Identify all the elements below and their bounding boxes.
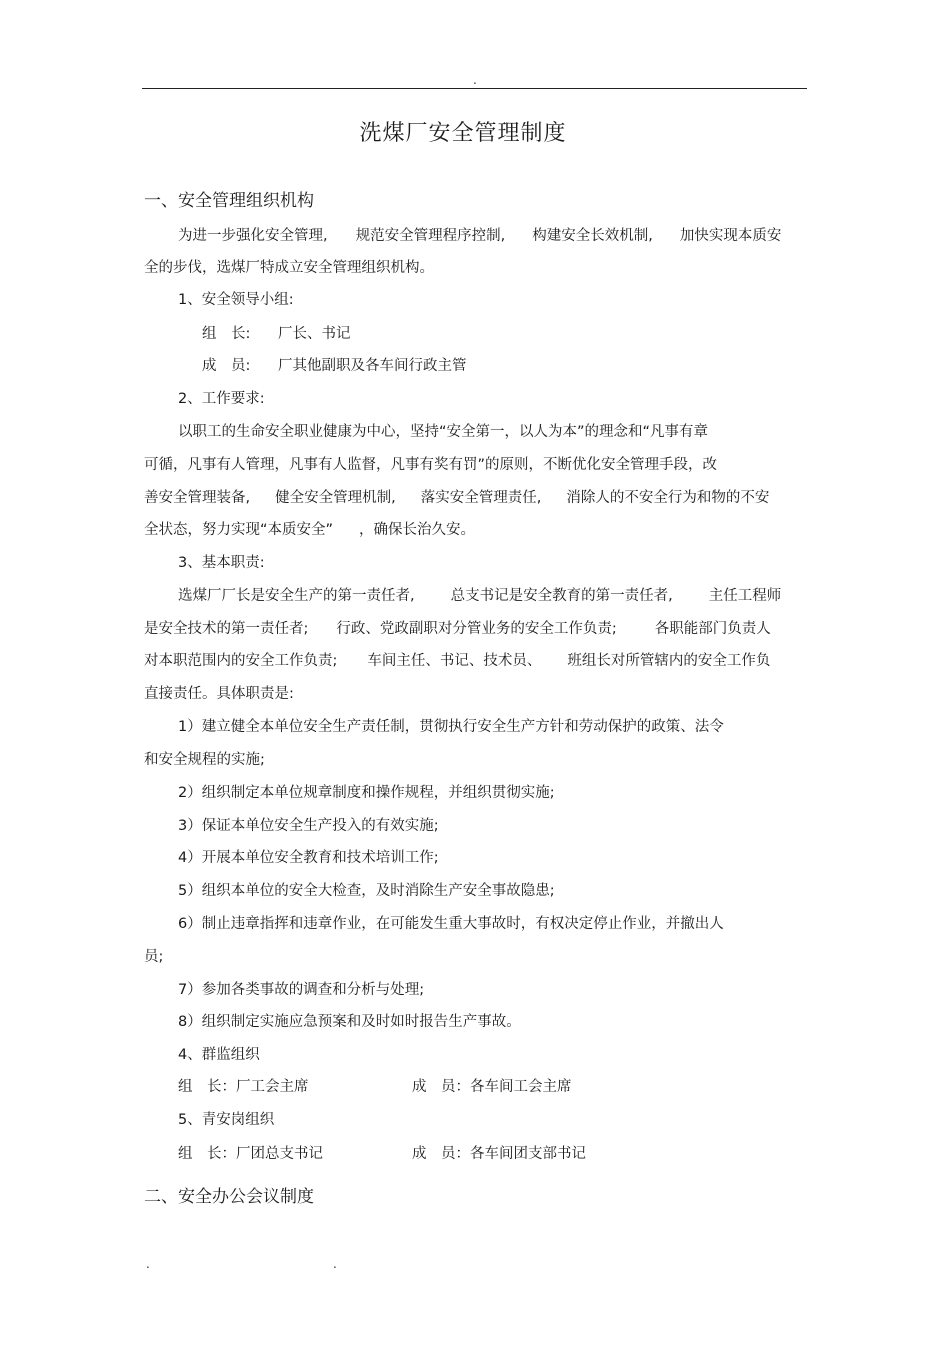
intro-seg: 构建安全长效机制, — [532, 228, 653, 244]
item2-line-3 — [144, 489, 769, 507]
item4-heading: 4、群监组织 — [178, 1047, 260, 1063]
footer-dot-left: . — [146, 1257, 150, 1271]
duty-1-line-2: 和安全规程的实施; — [144, 752, 265, 768]
intro-seg: 为进一步强化安全管理, — [178, 228, 328, 244]
item4-member: 成 员：各车间工会主席 — [412, 1079, 572, 1095]
item3-seg: 选煤厂厂长是安全生产的第一责任者, — [178, 588, 415, 604]
item2-line-1: 以职工的生命安全职业健康为中心，坚持“安全第一，以人为本”的理念和“凡事有章 — [178, 424, 709, 440]
item2-line-2: 可循，凡事有人管理，凡事有人监督，凡事有奖有罚”的原则，不断优化安全管理手段，改 — [144, 457, 718, 473]
item3-seg: 车间主任、书记、技术员、 — [367, 653, 542, 669]
item5-leader: 组 长：厂团总支书记 — [178, 1146, 323, 1162]
item3-line-2 — [144, 620, 771, 638]
item3-line-3 — [144, 652, 770, 670]
item2-heading: 2、工作要求: — [178, 391, 265, 407]
intro-seg: 加快实现本质安 — [679, 228, 782, 244]
item1-member-label: 成 员: — [202, 358, 251, 374]
item3-seg: 是安全技术的第一责任者; — [144, 621, 309, 637]
item3-seg: 行政、党政副职对分管业务的安全工作负责; — [336, 621, 617, 637]
item2-line-4 — [144, 521, 475, 539]
item3-line-1 — [178, 587, 781, 605]
section2-heading: 二、安全办公会议制度 — [144, 1187, 314, 1207]
item5-heading: 5、青安岗组织 — [178, 1112, 275, 1128]
item3-seg: 对本职范围内的安全工作负责; — [144, 653, 338, 669]
duty-6-line-2: 员; — [144, 949, 164, 965]
item4-leader: 组 长：厂工会主席 — [178, 1079, 309, 1095]
duty-1-line-1: 1）建立健全本单位安全生产责任制，贯彻执行安全生产方针和劳动保护的政策、法令 — [178, 719, 724, 735]
item5-member: 成 员：各车间团支部书记 — [412, 1146, 586, 1162]
header-dot: . — [473, 73, 477, 87]
duty-5: 5）组织本单位的安全大检查，及时消除生产安全事故隐患; — [178, 883, 555, 899]
item2-seg: 消除人的不安全行为和物的不安 — [566, 490, 770, 506]
duty-7: 7）参加各类事故的调查和分析与处理; — [178, 982, 425, 998]
item2-seg: 健全安全管理机制, — [275, 490, 396, 506]
item2-seg: 全状态，努力实现“本质安全” — [144, 522, 334, 538]
document-title: 洗煤厂安全管理制度 — [359, 121, 567, 146]
intro-line-1 — [178, 227, 781, 245]
footer-dot-right: . — [333, 1257, 337, 1271]
item1-leader-value: 厂长、书记 — [278, 326, 351, 342]
item3-seg: 班组长对所管辖内的安全工作负 — [567, 653, 771, 669]
duty-4: 4）开展本单位安全教育和技术培训工作; — [178, 850, 439, 866]
intro-line-2: 全的步伐，选煤厂特成立安全管理组织机构。 — [144, 260, 434, 276]
item1-member-value: 厂其他副职及各车间行政主管 — [278, 358, 467, 374]
duty-8: 8）组织制定实施应急预案和及时如时报告生产事故。 — [178, 1014, 521, 1030]
item1-leader-label: 组 长: — [202, 326, 251, 342]
item2-seg: 善安全管理装备, — [144, 490, 251, 506]
item3-seg: 主任工程师 — [708, 588, 782, 604]
item1-heading: 1、安全领导小组: — [178, 292, 294, 308]
duty-3: 3）保证本单位安全生产投入的有效实施; — [178, 818, 439, 834]
item3-line-4: 直接责任。具体职责是: — [144, 686, 294, 702]
intro-seg: 规范安全管理程序控制, — [355, 228, 506, 244]
item3-heading: 3、基本职责: — [178, 555, 265, 571]
item2-seg: 落实安全管理责任, — [420, 490, 542, 506]
duty-6-line-1: 6）制止违章指挥和违章作业，在可能发生重大事故时，有权决定停止作业，并撤出人 — [178, 916, 724, 932]
item3-seg: 总支书记是安全教育的第一责任者, — [450, 588, 673, 604]
item3-seg: 各职能部门负责人 — [654, 621, 771, 637]
header-rule — [142, 88, 807, 89]
item2-seg: ，确保长治久安。 — [359, 522, 476, 538]
section1-heading: 一、安全管理组织机构 — [144, 191, 314, 211]
duty-2: 2）组织制定本单位规章制度和操作规程，并组织贯彻实施; — [178, 785, 555, 801]
